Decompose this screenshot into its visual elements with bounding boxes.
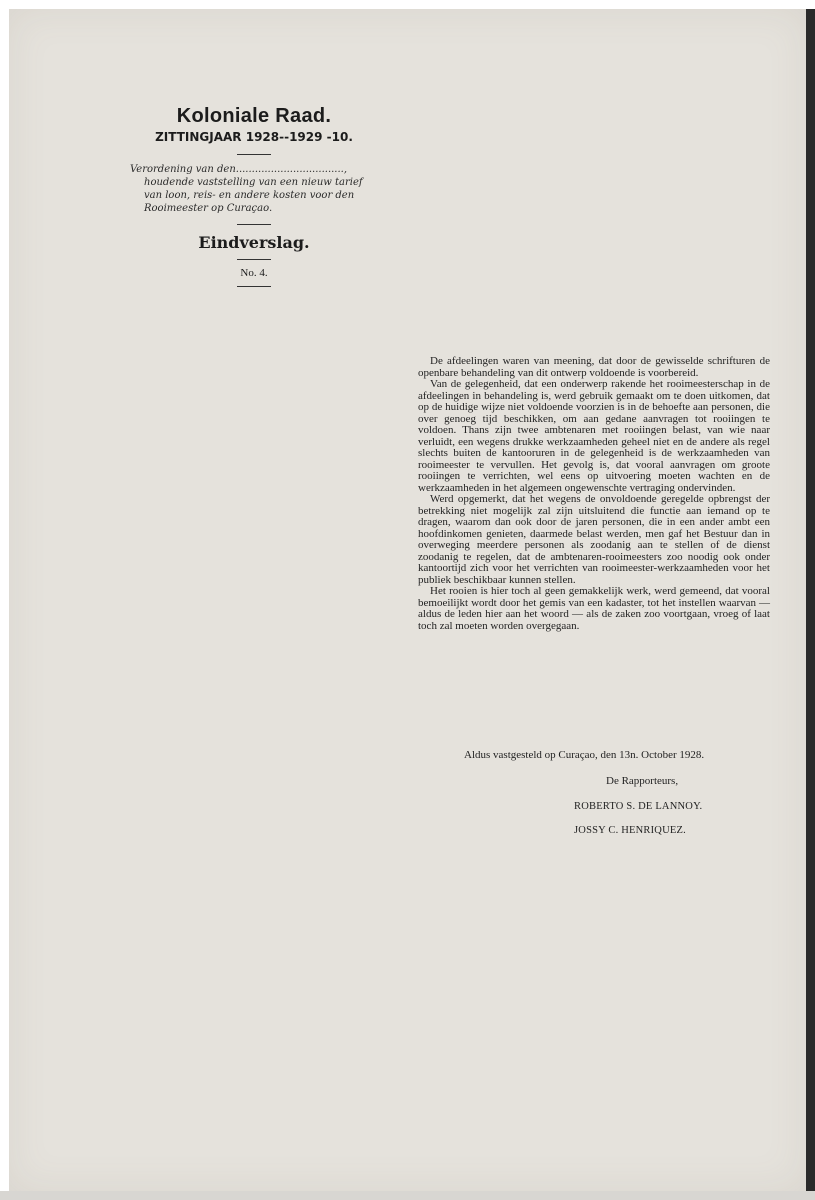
rapporteurs-label: De Rapporteurs, [606, 775, 679, 787]
body-paragraph: Werd opgemerkt, dat het wegens de onvoldoende geregelde opbrengst der betrekking niet mogelijk zal zijn uitsluitend die functie aan iemand op te dragen, waarom dan ook door de jaren personen, die in een ander ambt een hoofdinkomen genieten, daarmede belast werden, men gaf het Bestuur dan in overweging meerdere personen als zoodanig aan te stellen of de dienst zoodanig te regelen, dat de ambtenaren-rooimeesters zoo noodig ook onder kantoortijd zich voor het verrichten van rooimeester-werkzaamheden voor het publiek beschikbaar kunnen stellen. [418, 493, 770, 586]
report-body [418, 356, 770, 632]
ordinance-subject [130, 163, 378, 215]
signatory-name: JOSSY C. HENRIQUEZ. [574, 825, 686, 836]
document-header [124, 104, 384, 295]
subject-line: Verordening van den.................................., [130, 164, 348, 175]
number-divider [237, 286, 271, 287]
council-name: Koloniale Raad. [176, 105, 332, 127]
report-number: No. 4. [240, 267, 268, 279]
adoption-line: Aldus vastgesteld op Curaçao, den 13n. October 1928. [464, 749, 705, 761]
body-paragraph: Van de gelegenheid, dat een onderwerp rakende het rooimeesterschap in de afdeelingen in behandeling is, werd gebruik gemaakt om te doen uitkomen, dat op de huidige wijze niet voldoende voorzien is in de behoefte aan personen, die over genoeg tijd beschikken, om aan gedane aanvragen tot rooiingen te voldoen. Thans zijn twee ambtenaren met rooiingen belast, van wie naar verluidt, een wegens drukke werkzaamheden geheel niet en de andere als regel slechts buiten de kantooruren in de gelegenheid is de werkzaamheden van rooimeester te vervullen. Het gevolg is, dat vooral aanvragen om groote rooiingen te verrichten, wel eens op uitvoering moeten wachten en de werkzaamheden in het algemeen ongewenschte vertraging ondervinden. [418, 378, 770, 494]
scan-edge-bottom [0, 1191, 815, 1200]
body-paragraph: Het rooien is hier toch al geen gemakkelijk werk, werd gemeend, dat vooral bemoeilijkt wordt door het gemis van een kadaster, tot het instellen waarvan — aldus de leden hier aan het woord — als de zaken zoo voortgaan, vroeg of laat toch zal moeten worden overgegaan. [418, 585, 770, 632]
header-divider [237, 154, 271, 155]
title-divider [237, 259, 271, 260]
subject-divider [237, 224, 271, 225]
report-title: Eindverslag. [198, 233, 310, 252]
report-closing [418, 748, 770, 838]
body-paragraph: De afdeelingen waren van meening, dat door de gewisselde schrifturen de openbare behandeling van dit ontwerp voldoende is voorbereid. [418, 355, 770, 379]
subject-line: houdende vaststelling van een nieuw tarief [144, 177, 363, 188]
subject-line: van loon, reis- en andere kosten voor den [144, 190, 355, 201]
signatory-name: ROBERTO S. DE LANNOY. [574, 801, 703, 812]
scan-edge-right [806, 9, 815, 1191]
subject-line: Rooimeester op Curaçao. [144, 203, 273, 214]
session-year: ZITTINGJAAR 1928--1929 -10. [155, 130, 353, 144]
